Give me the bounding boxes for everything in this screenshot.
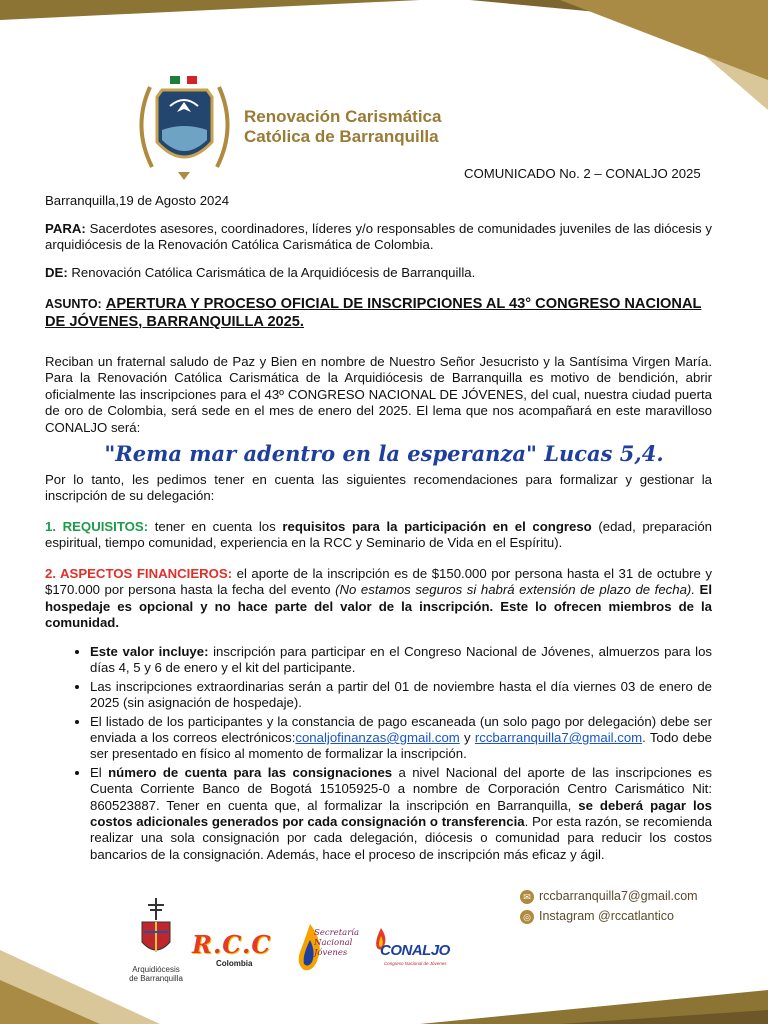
footer-email	[520, 889, 698, 904]
de-text: Renovación Católica Carismática de la Arquidiócesis de Barranquilla.	[67, 265, 476, 280]
de-label: DE:	[45, 265, 68, 280]
para-label: PARA:	[45, 221, 86, 236]
org-name	[244, 107, 441, 147]
conaljo-logo-text: CONALJO	[380, 942, 450, 959]
arquidiocesis-caption-1: Arquidiócesis	[132, 965, 180, 974]
requisitos-label: 1. REQUISITOS:	[45, 519, 149, 534]
conaljo-logo	[374, 928, 454, 972]
org-name-line1: Renovación Carismática	[244, 107, 442, 126]
financial-bullet-list	[45, 644, 712, 863]
footer-instagram-text: Instagram @rccatlantico	[539, 909, 674, 923]
mail-icon: ✉	[520, 890, 534, 904]
arquidiocesis-caption-2: de Barranquilla	[129, 974, 183, 983]
financieros-paragraph	[45, 566, 712, 632]
org-logo	[132, 72, 237, 182]
document-date: Barranquilla,19 de Agosto 2024	[45, 193, 230, 208]
bullet2-text: Las inscripciones extraordinarias serán a partir del 01 de noviembre hasta el día viernes 03 de enero de 2025 (sin asignación de hospedaje).	[90, 678, 712, 711]
requisitos-bold: requisitos para la participación en el congreso	[282, 519, 592, 534]
financieros-text1: el aporte de la inscripción es de $150.000 por persona hasta el 31 de octubre y $170.000 por persona hasta la fecha del evento	[45, 566, 712, 598]
footer-email-text: rccbarranquilla7@gmail.com	[539, 889, 698, 903]
conaljo-logo-caption: Congreso Nacional de Jóvenes	[384, 961, 447, 966]
bullet3-text2: . Todo debe ser presentado en físico al momento de formalizar la inscripción.	[90, 730, 712, 762]
bullet-listado	[90, 714, 712, 763]
para-paragraph	[45, 221, 712, 254]
rcc-logo-caption: Colombia	[216, 959, 253, 968]
rcc-logo-text: R.C.C	[192, 930, 272, 959]
para-text: Sacerdotes asesores, coordinadores, líderes y/o responsables de comunidades juveniles de las diócesis y arquidiócesis de la Renovación Católica Carismática de Colombia.	[45, 221, 712, 253]
org-name-line2: Católica de Barranquilla	[244, 127, 439, 146]
coat-of-arms-icon	[136, 898, 176, 960]
asunto-title: APERTURA Y PROCESO OFICIAL DE INSCRIPCIONES AL 43° CONGRESO NACIONAL DE JÓVENES, BARRANQUILLA 2025.	[45, 296, 702, 330]
financieros-italic: (No estamos seguros si habrá extensión de plazo de fecha).	[335, 582, 695, 598]
bullet-numero-cuenta	[90, 765, 712, 863]
bullet3-and: y	[459, 730, 475, 746]
requisitos-text1: tener en cuenta los	[148, 519, 283, 534]
globe-icon: ◎	[520, 910, 534, 924]
comunicado-number: COMUNICADO No. 2 – CONALJO 2025	[464, 166, 701, 181]
bullet4-text3: . Por esta razón, se recomienda realizar una sola consignación por cada delegación, diócesis o comunidad para reducir los costos bancarios de la consignación. Además, hace el proceso de inscripción más eficaz y ágil.	[90, 814, 713, 862]
bullet1-text: inscripción para participar en el Congreso Nacional de Jóvenes, almuerzos para los días 4, 5 y 6 de enero y el kit del participante.	[90, 644, 712, 676]
email-link-rccbarranquilla[interactable]: rccbarranquilla7@gmail.com	[474, 730, 643, 746]
bullet3-text1: El listado de los participantes y la constancia de pago escaneada (un solo pago por delegación) debe ser enviada a los correos electrónicos:	[90, 713, 712, 746]
email-link-conaljofinanzas[interactable]: conaljofinanzas@gmail.com	[295, 730, 460, 746]
intro2-paragraph: Por lo tanto, les pedimos tener en cuenta las siguientes recomendaciones para formalizar y gestionar la inscripción de su delegación:	[45, 472, 712, 504]
secretaria-text-2: Nacional	[314, 938, 353, 948]
secretaria-text-3: Jóvenes	[314, 948, 348, 958]
de-paragraph	[45, 265, 712, 281]
footer-instagram	[520, 909, 674, 924]
rcc-colombia-logo	[192, 930, 274, 974]
top-corner-decoration	[0, 0, 768, 120]
bullet-valor-incluye	[90, 644, 712, 677]
requisitos-paragraph	[45, 519, 712, 552]
bullet-inscripciones-extra	[90, 679, 712, 712]
asunto-label: ASUNTO:	[45, 297, 102, 311]
financieros-bold: El hospedaje es opcional y no hace parte del valor de la inscripción. Este lo ofrecen miembros de la comunidad.	[45, 582, 712, 631]
bullet4-bold2: se deberá pagar los costos adicionales generados por cada consignación o transferencia	[90, 797, 713, 830]
secretaria-jovenes-logo	[296, 922, 362, 978]
financieros-label: 2. ASPECTOS FINANCIEROS:	[45, 566, 233, 581]
secretaria-text-1: Secretaría	[314, 928, 360, 938]
arquidiocesis-logo	[128, 898, 184, 988]
asunto-paragraph	[45, 296, 712, 331]
motto: "Rema mar adentro en la esperanza" Lucas 5,4.	[104, 441, 664, 466]
requisitos-text2: (edad, preparación espiritual, tiempo comunidad, experiencia en la RCC y Seminario de Vida en el Espíritu).	[45, 519, 712, 551]
bullet4-text2: a nivel Nacional del aporte de las inscripciones es Cuenta Corriente Banco de Bogotá 15105925-0 a nombre de Corporación Centro Carismático Nit: 860523887. Tener en cuenta que, al formalizar la inscripción en Barranquilla,	[90, 764, 712, 813]
bullet1-bold: Este valor incluye:	[90, 644, 209, 659]
intro-paragraph: Reciban un fraternal saludo de Paz y Bien en nombre de Nuestro Señor Jesucristo y la Santísima Virgen María. Para la Renovación Católica Carismática de la Arquidiócesis de Barranquilla es motivo de bendición, abrir oficialmente las inscripciones para el 43º CONGRESO NACIONAL DE JÓVENES, del cual, nuestra ciudad puerta de oro de Colombia, será sede en el mes de enero del 2025. El lema que nos acompañará en este maravilloso CONALJO será:	[45, 354, 712, 435]
bullet4-text1: El	[90, 764, 109, 780]
bullet4-bold1: número de cuenta para las consignaciones	[108, 764, 393, 780]
